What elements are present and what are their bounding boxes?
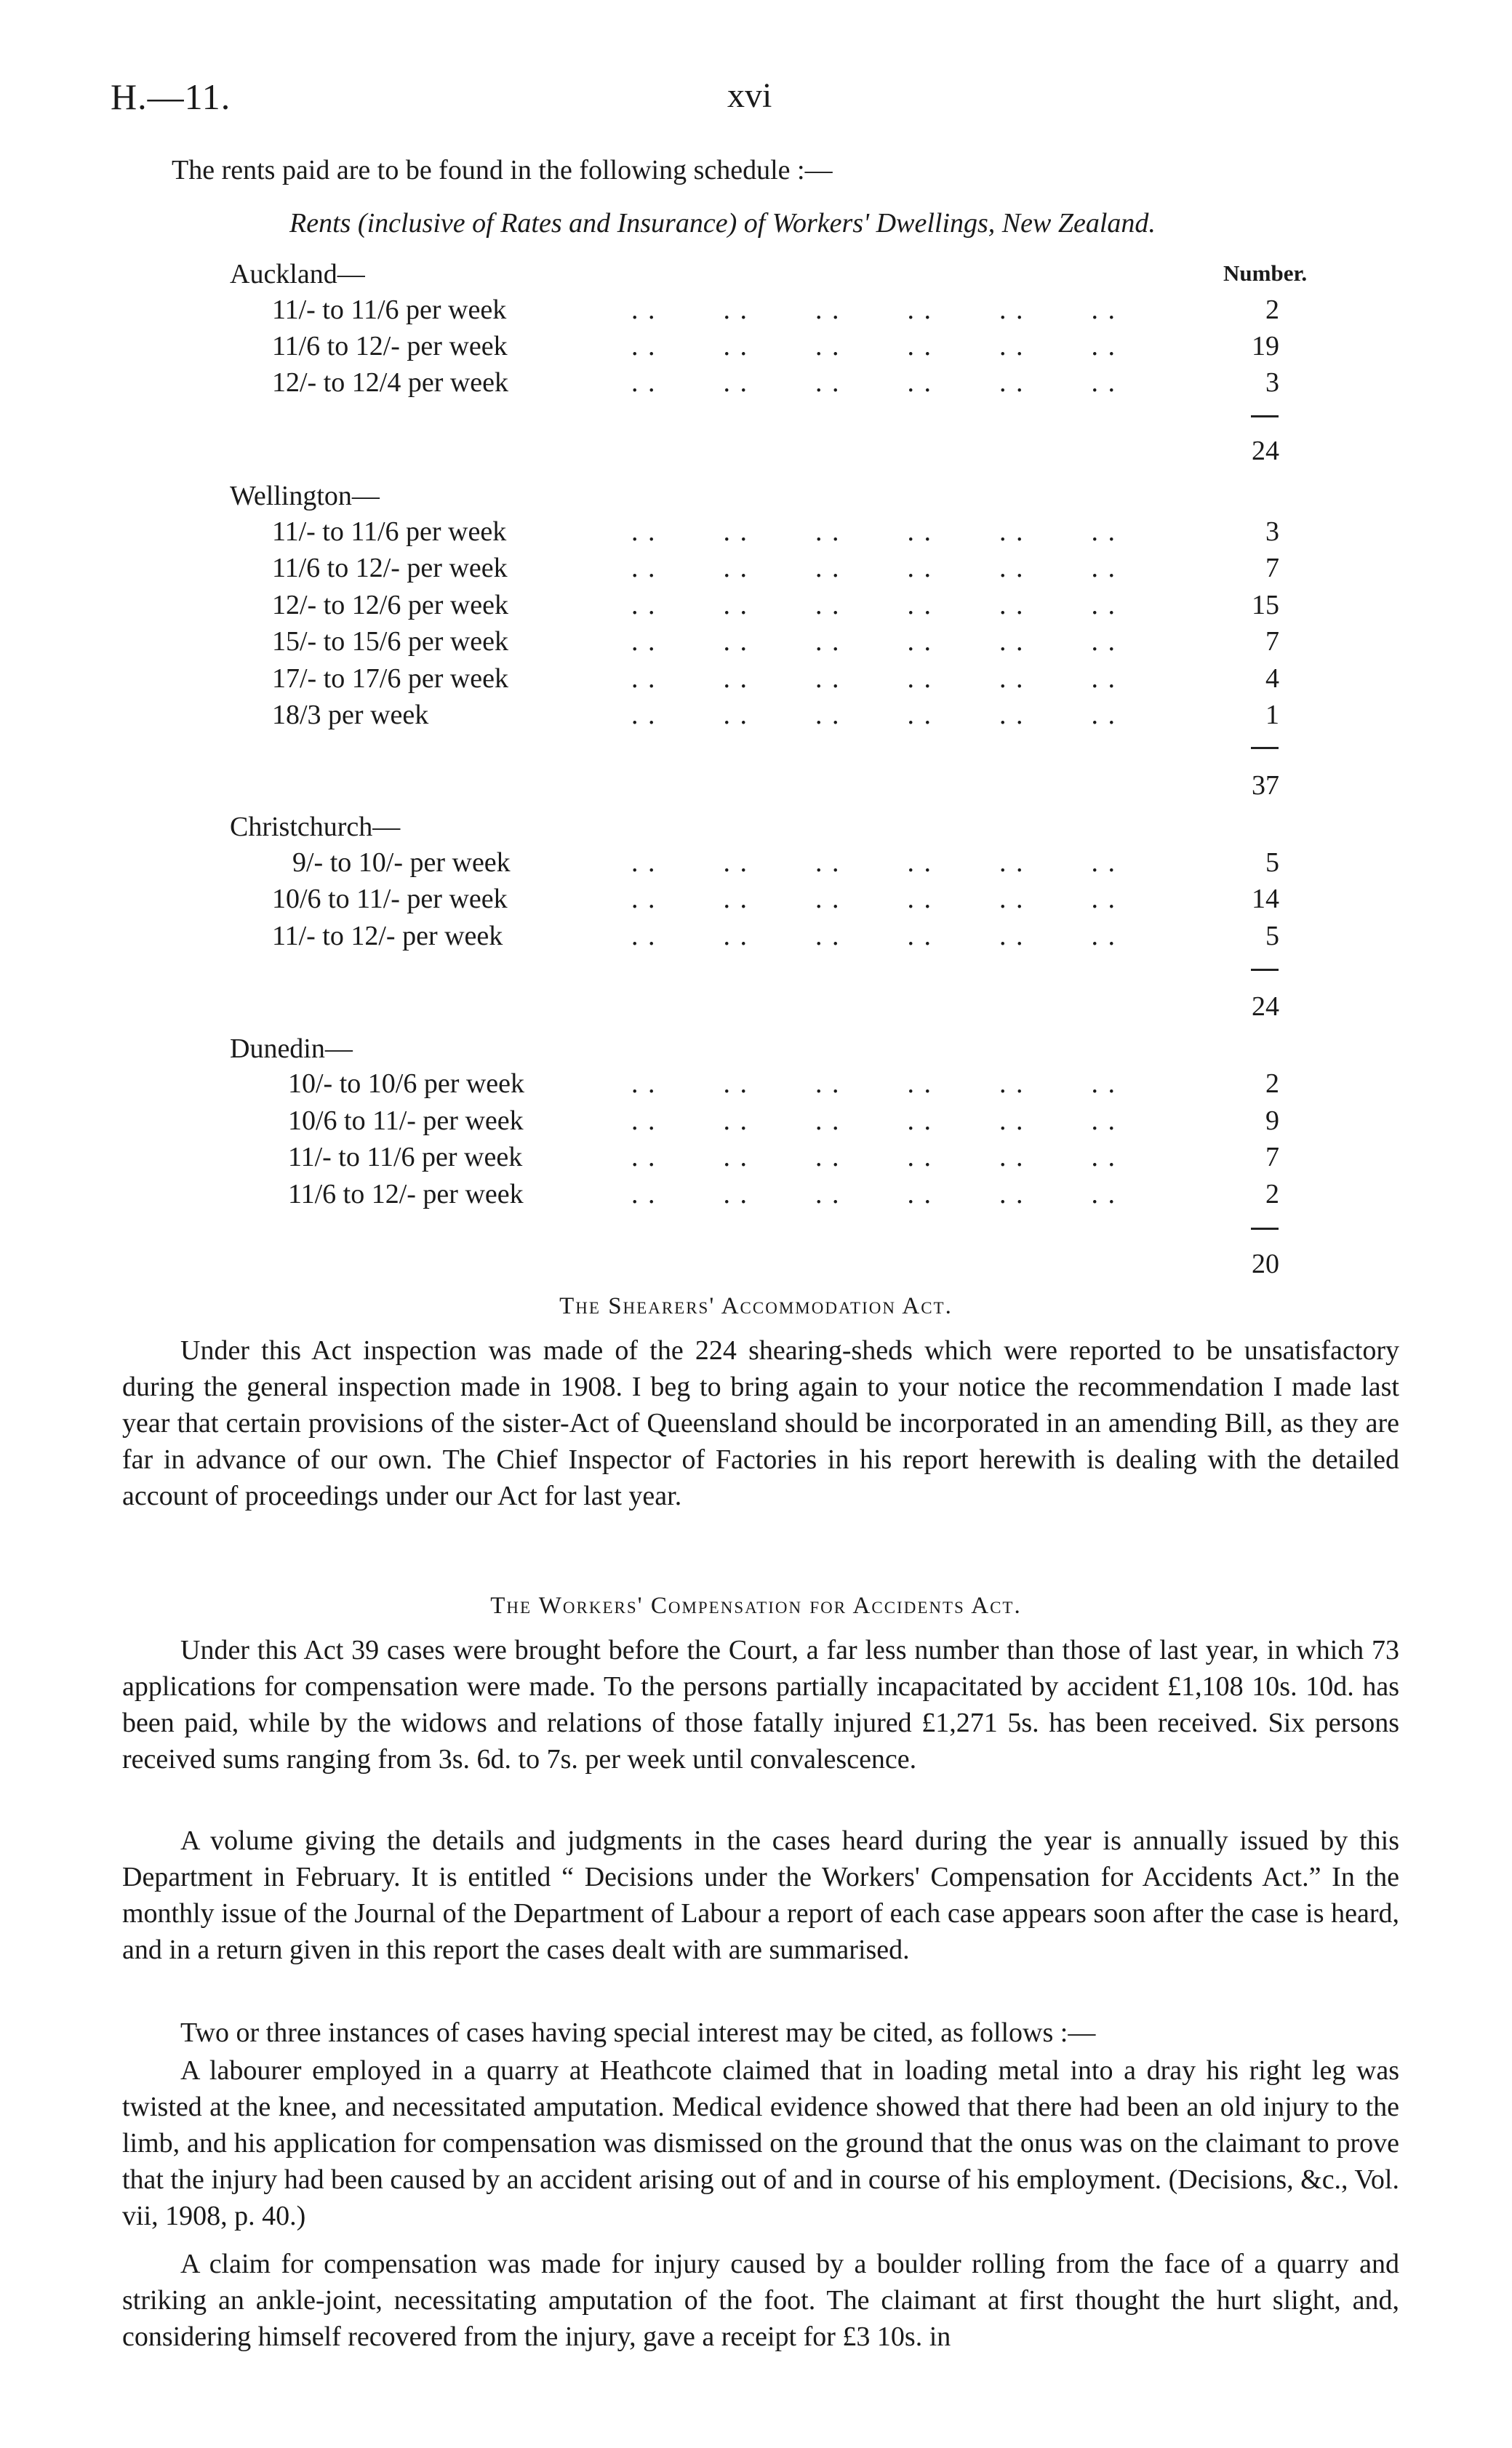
rent-range: 18/3 per week [272, 700, 429, 730]
paragraph-text: A volume giving the details and judgments in the cases heard during the year is annually issued by this Department in February. It is entitled “ Decisions under the Workers' Compensation for Accidents Act.” In the monthly issue of the Journal of the Department of Labour a report of each case appears soon after the case is heard, and in a return given in this report the cases dealt with are summarised. [122, 1825, 1399, 1965]
paragraph [122, 1632, 1399, 1777]
dwelling-count: 3 [1265, 367, 1279, 398]
table-row [0, 663, 1512, 699]
section-heading: The Shearers' Accommodation Act. [559, 1293, 953, 1319]
rent-range: 12/- to 12/4 per week [272, 367, 509, 398]
dwelling-count: 2 [1265, 295, 1279, 325]
rent-range: 11/6 to 12/- per week [272, 331, 508, 361]
paragraph [122, 1332, 1399, 1514]
dwelling-count: 7 [1265, 553, 1279, 583]
dwelling-count: 7 [1265, 1142, 1279, 1172]
leader-dots: . . . . . . . . . . . . [631, 847, 1116, 878]
rent-range: 11/- to 11/6 per week [288, 1142, 523, 1172]
table-row [0, 516, 1512, 552]
paragraph [122, 1823, 1399, 1968]
rent-range: 10/6 to 11/- per week [272, 884, 508, 914]
leader-dots: . . . . . . . . . . . . [631, 1142, 1116, 1172]
dwelling-count: 2 [1265, 1068, 1279, 1099]
rent-range: 9/- to 10/- per week [292, 847, 511, 878]
leader-dots: . . . . . . . . . . . . [631, 700, 1116, 730]
city-heading: Wellington— [230, 481, 380, 511]
total-rule [1251, 969, 1279, 971]
page-number: xvi [727, 76, 772, 115]
table-row [0, 699, 1512, 735]
paragraph [122, 2052, 1399, 2234]
city-heading: Auckland— [230, 259, 365, 289]
city-heading: Christchurch— [230, 812, 401, 842]
rent-range: 17/- to 17/6 per week [272, 663, 509, 694]
leader-dots: . . . . . . . . . . . . [631, 331, 1116, 361]
table-row [0, 552, 1512, 588]
leader-dots: . . . . . . . . . . . . [631, 884, 1116, 914]
dwelling-count: 9 [1265, 1105, 1279, 1136]
table-row [0, 330, 1512, 367]
section-heading: The Workers' Compensation for Accidents Act. [490, 1593, 1022, 1619]
paragraph-text: Under this Act 39 cases were brought before the Court, a far less number than those of last year, in which 73 applications for compensation were made. To the persons partially incapacitated by accident £1,108 10s. 10d. has been paid, while by the widows and relations of those fatally injured £1,271 5s. has been received. Six persons received sums ranging from 3s. 6d. to 7s. per week until convalescence. [122, 1635, 1399, 1775]
leader-dots: . . . . . . . . . . . . [631, 921, 1116, 951]
dwelling-count: 7 [1265, 626, 1279, 657]
group-total: 24 [1252, 436, 1279, 466]
rent-range: 10/6 to 11/- per week [288, 1105, 524, 1136]
rent-range: 11/6 to 12/- per week [288, 1179, 524, 1209]
dwelling-count: 3 [1265, 516, 1279, 547]
table-row [0, 367, 1512, 403]
table-row [0, 589, 1512, 625]
group-total: 24 [1252, 991, 1279, 1022]
table-row [0, 625, 1512, 662]
leader-dots: . . . . . . . . . . . . [631, 1179, 1116, 1209]
table-row [0, 883, 1512, 919]
leader-dots: . . . . . . . . . . . . [631, 553, 1116, 583]
document-reference: H.—11. [111, 76, 231, 117]
total-rule [1251, 415, 1279, 417]
rent-range: 10/- to 10/6 per week [288, 1068, 525, 1099]
rent-range: 11/- to 11/6 per week [272, 295, 507, 325]
leader-dots: . . . . . . . . . . . . [631, 516, 1116, 547]
rent-range: 15/- to 15/6 per week [272, 626, 509, 657]
leader-dots: . . . . . . . . . . . . [631, 1068, 1116, 1099]
dwelling-count: 5 [1265, 921, 1279, 951]
city-heading: Dunedin— [230, 1033, 353, 1064]
table-row [0, 1178, 1512, 1215]
paragraph-text: A labourer employed in a quarry at Heathcote claimed that in loading metal into a dray his right leg was twisted at the knee, and necessitated amputation. Medical evidence showed that there had been an old injury to the limb, and his application for compensation was dismissed on the ground that the onus was on the claimant to prove that the injury had been caused by an accident arising out of and in course of his employment. (Decisions, &c., Vol. vii, 1908, p. 40.) [122, 2055, 1399, 2231]
leader-dots: . . . . . . . . . . . . [631, 663, 1116, 694]
dwelling-count: 1 [1265, 700, 1279, 730]
total-rule [1251, 1228, 1279, 1230]
rent-range: 11/- to 11/6 per week [272, 516, 507, 547]
leader-dots: . . . . . . . . . . . . [631, 1105, 1116, 1136]
dwelling-count: 2 [1265, 1179, 1279, 1209]
rent-range: 11/- to 12/- per week [272, 921, 503, 951]
leader-dots: . . . . . . . . . . . . [631, 295, 1116, 325]
paragraph [122, 2246, 1399, 2355]
table-row [0, 1105, 1512, 1141]
intro-text: The rents paid are to be found in the following schedule :— [172, 155, 833, 185]
table-row [0, 847, 1512, 883]
group-total: 37 [1252, 770, 1279, 801]
paragraph-text: Under this Act inspection was made of the 224 shearing-sheds which were reported to be unsatisfactory during the general inspection made in 1908. I beg to bring again to your notice the recommendation I made last year that certain provisions of the sister-Act of Queensland should be incorporated in an amending Bill, as they are far in advance of our own. The Chief Inspector of Factories in his report herewith is dealing with the detailed account of proceedings under our Act for last year. [122, 1335, 1399, 1511]
total-rule [1251, 747, 1279, 749]
dwelling-count: 19 [1252, 331, 1279, 361]
dwelling-count: 4 [1265, 663, 1279, 694]
paragraph-text: Two or three instances of cases having special interest may be cited, as follows :— [180, 2017, 1096, 2048]
dwelling-count: 15 [1252, 590, 1279, 620]
table-row [0, 920, 1512, 956]
dwelling-count: 5 [1265, 847, 1279, 878]
paragraph [122, 2015, 1399, 2051]
table-caption: Rents (inclusive of Rates and Insurance) of Workers' Dwellings, New Zealand. [289, 208, 1156, 239]
paragraph-text: A claim for compensation was made for injury caused by a boulder rolling from the face of a quarry and striking an ankle-joint, necessitating amputation of the foot. The claimant at first thought the hurt slight, and, considering himself recovered from the injury, gave a receipt for £3 10s. in [122, 2249, 1399, 2352]
rent-range: 11/6 to 12/- per week [272, 553, 508, 583]
table-row [0, 294, 1512, 330]
number-column-header: Number. [1223, 260, 1308, 286]
leader-dots: . . . . . . . . . . . . [631, 367, 1116, 398]
group-total: 20 [1252, 1249, 1279, 1279]
rent-range: 12/- to 12/6 per week [272, 590, 509, 620]
leader-dots: . . . . . . . . . . . . [631, 590, 1116, 620]
table-row [0, 1141, 1512, 1177]
leader-dots: . . . . . . . . . . . . [631, 626, 1116, 657]
dwelling-count: 14 [1252, 884, 1279, 914]
table-row [0, 1068, 1512, 1104]
